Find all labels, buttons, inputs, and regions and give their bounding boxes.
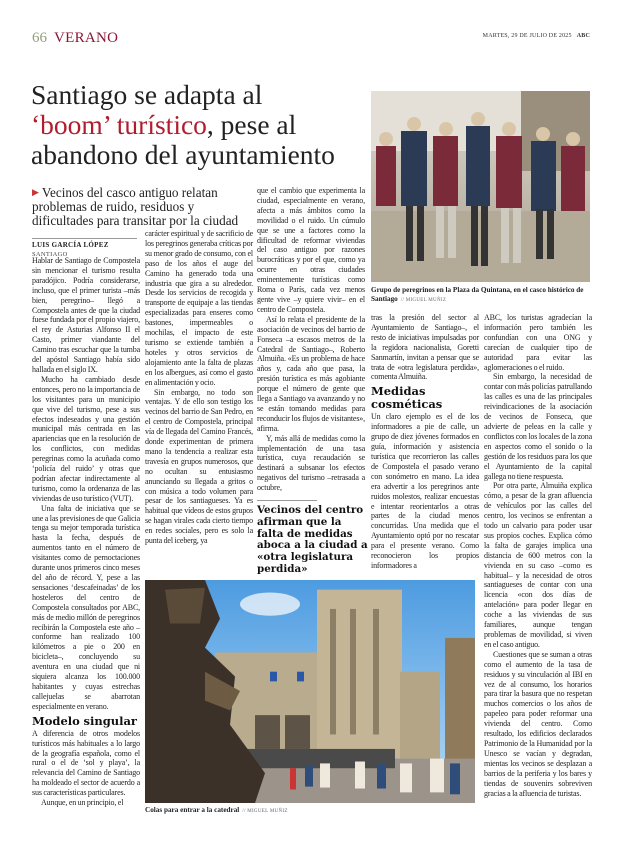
- photo-pilgrims-plaza: [371, 91, 590, 282]
- paragraph: Un claro ejemplo es el de los informadores a pie de calle, un grupo de diez jóvenes formados en guía, información y asistencia turística que recorrieron las calles de Compostela el pasado verano con sonómetro en mano. La idea era advertir a los peregrinos ante ruidos molestos, realizar encuestas e intentar reorientarlos a otras partes de la ciudad menos concurridas. Una medida que el Ayuntamiento optó por no rescatar para el presente verano. Como reconocieron los propios informadores a: [371, 412, 479, 570]
- article-column-5: [484, 313, 592, 798]
- paragraph: carácter espiritual y de sacrificio de los peregrinos generaba críticas por su menor grado de consumo, con el paso de los años el auge del Camino ha generado toda una industria que gira a su alrededor. Desde los servicios de recogida y transporte de equipaje a las tiendas especializadas para enseres como bastones, impermeables o mochilas, el impacto de este turismo se extiende también a hoteles y otros servicios de alojamiento ante la falta de plazas en los albergues, así como el gasto en alimentación y ocio.: [145, 229, 253, 387]
- photo2-caption: [145, 806, 475, 816]
- paragraph: Sin embargo, no todo son ventajas. Y de ello son testigo los vecinos del barrio de San Pedro, en el centro de Compostela, principal vía de llegada del Camino Francés, donde experimentan de primera mano la tendencia a realizar esta travesía en grupos numerosos, que no ocultan su entusiasmo anunciando su llegada a gritos o con música a todo volumen para pesar de los santiagueses. Ya es habitual que vídeos de estos grupos se hagan virales cada cierto tiempo en redes sociales, pero es solo la punta del iceberg, ya: [145, 387, 253, 546]
- date: MARTES, 29 DE JULIO DE 2025: [482, 33, 572, 39]
- subheadline-text: Vecinos del casco antiguo relatan problemas de ruido, residuos y dificultades para transitar por la ciudad: [32, 185, 239, 228]
- paragraph: tras la presión del sector al Ayuntamiento de Santiago–, el resto de iniciativas impulsadas por la regidora nacionalista, Goretti Sanmartín, invitan a pensar que se trata de «otra legislatura perdida», comenta Almuiña.: [371, 313, 479, 382]
- page-number: 66: [32, 30, 47, 46]
- pullquote-divider: [257, 500, 317, 501]
- paragraph: Así lo relata el presidente de la asociación de vecinos del barrio de Fonseca –a escasos metros de la Catedral de Santiago–, Roberto Almuiña. «Es un problema de hace años y, cada año que pasa, la presión turística es más agobiante porque el número de gente que llega a Santiago va avanzando y no se están tomando medidas para reconducir los flujos de visitantes», afirma.: [257, 314, 365, 433]
- photo2-caption-text: Colas para entrar a la catedral: [145, 806, 240, 814]
- paragraph: Y, más allá de medidas como la implementación de una tasa turística, cuya recaudación se destinará a subsanar los efectos negativos del turismo –retrasada a octubre,: [257, 433, 365, 493]
- headline-part2: , pese al abandono del ayuntamiento: [31, 109, 335, 170]
- author-byline: LUIS GARCÍA LÓPEZ: [32, 241, 109, 249]
- headline-part1: Santiago se adapta al: [31, 79, 263, 110]
- article-column-4: [371, 313, 479, 571]
- paragraph: Hablar de Santiago de Compostela sin mencionar el turismo resulta paradójico. Podría considerarse, incluso, que el primer turista –más bien, peregrino– llegó a Compostela antes de que la ciudad fuese fundada por el propio viajero, el rey de Asturias Alfonso II el Casto, primer viandante del Camino tras escuchar que la tumba del apóstol Santiago había sido hallada en el siglo IX.: [32, 256, 140, 374]
- dateline-location: SANTIAGO: [32, 251, 68, 258]
- photo1-credit: // MIGUEL MUÑIZ: [400, 298, 447, 303]
- paragraph: ABC, los turistas agradecían la información pero también les confundían con una ONG y carecían de cualquier tipo de autoridad para evitar las aglomeraciones o el ruido.: [484, 313, 592, 372]
- paragraph: Una falta de iniciativa que se une a las previsiones de que Galicia tenga su mejor temporada turística hasta la fecha, después de aumentos tanto en el número de visitantes como de pernoctaciones durante unos primeros cinco meses del año de récord. Y, pese a las sensaciones ‘descafeinadas’ de los hosteleros del centro de Compostela consultados por ABC, más de medio millón de peregrinos recibirán la Compostela este año –conforme han realizado 100 kilómetros a pie o 200 en bicicleta–, concluyendo su aventura en una ciudad que ni siquiera alcanza los 100.000 habitantes y cuyas estrechas callejuelas se abarrotan especialmente en verano.: [32, 503, 140, 711]
- headline-accent: ‘boom’ turístico: [31, 109, 207, 140]
- headline: [31, 80, 371, 170]
- triangle-bullet-icon: ▶: [32, 187, 39, 197]
- paragraph: que el cambio que experimenta la ciudad, especialmente en verano, afecta a más ámbitos como la movilidad o el ruido. Un cúmulo que se une a factores como la dificultad de reformar viviendas del caso antiguo por razones burocráticas y por el que, como ya ocurre en otras ciudades eminentemente turísticas como Roma o París, cada vez menos gente vive –y quiere vivir– en el centro de Compostela.: [257, 186, 365, 314]
- photo2-credit: // MIGUEL MUÑIZ: [242, 809, 288, 814]
- paragraph: Sin embargo, la necesidad de contar con más policías patrullando las calles es una de las principales reivindicaciones de la asociación de vecinos de Fonseca, que advierte de peleas en la calle y conflictos con los locales de la zona en aspectos como el sonido o la gestión de los residuos para los que el Ayuntamiento de la capital gallega no tiene respuesta.: [484, 372, 592, 481]
- paragraph: A diferencia de otros modelos turísticos más habituales a lo largo de la geografía española, como el rural o el de ‘sol y playa’, la relevancia del Camino de Santiago ha moldeado el sector de acuerdo a sus características particulares.: [32, 728, 140, 798]
- byline-divider: [32, 238, 137, 239]
- photo1-caption: [371, 286, 593, 305]
- article-column-2: [145, 229, 253, 546]
- paragraph: Cuestiones que se suman a otras como el aumento de la tasa de residuos y su vinculación al IBI en vez de al consumo, los horarios para tirar la basura que no respetan muchos comercios o los años de papeleo para poder reformar una vivienda del centro. Como resultado, los edificios declarados Patrimonio de la Humanidad por la Unesco se vacían y degradan, mientas los vecinos se desplazan a barrios de la periferia y los bares y tiendas de souvenirs sobreviven gracias a la afluencia de turistas.: [484, 649, 592, 798]
- paragraph: Aunque, en un principio, el: [41, 798, 124, 808]
- paragraph: Por otra parte, Almuiña explica cómo, a pesar de la gran afluencia de vehículos por las calles del centro, los vecinos se enfrentan a todo un calvario para poder usar sus propios coches. Explica cómo la falta de garajes implica una distancia de 600 metros con la vivienda en su caso –como es habitual– y la necesidad de otros santiagueses de contar con una licencia «con dos días de antelación» para poder llegar en coche a las viviendas de sus familiares, aunque tengan problemas de movilidad, si viven en el caso antiguo.: [484, 481, 592, 649]
- paragraph: Mucho ha cambiado desde entonces, pero no la importancia de los visitantes para un municipio que vive del turismo, pese a sus efectos indeseados y una gestión municipal más centrada en las apariencias que en la resolución de los conflictos, con medidas peregrinas como la acuñada como ‘policía del ruido’ y otras que podrían afectar indirectamente al turismo, como la ordenanza de las viviendas de uso turístico (VUT).: [32, 374, 140, 503]
- subhead-medidas-cosmeticas: Medidas cosméticas: [371, 384, 443, 412]
- subheadline: [32, 185, 257, 228]
- article-column-3: [257, 186, 365, 493]
- pullquote: Vecinos del centro afirman que la falta de medidas aboca a la ciudad a «otra legislatura perdida»: [257, 504, 368, 575]
- photo-cathedral-queue: [145, 580, 475, 803]
- dateline: [483, 33, 590, 39]
- publication-name: ABC: [576, 33, 590, 39]
- article-column-1: [32, 256, 140, 808]
- section-label: VERANO: [54, 30, 119, 46]
- photo1-caption-text: Grupo de peregrinos en la Plaza da Quintana, en el casco histórico de Santiago: [371, 286, 584, 303]
- subhead-modelo-singular: Modelo singular: [32, 713, 137, 728]
